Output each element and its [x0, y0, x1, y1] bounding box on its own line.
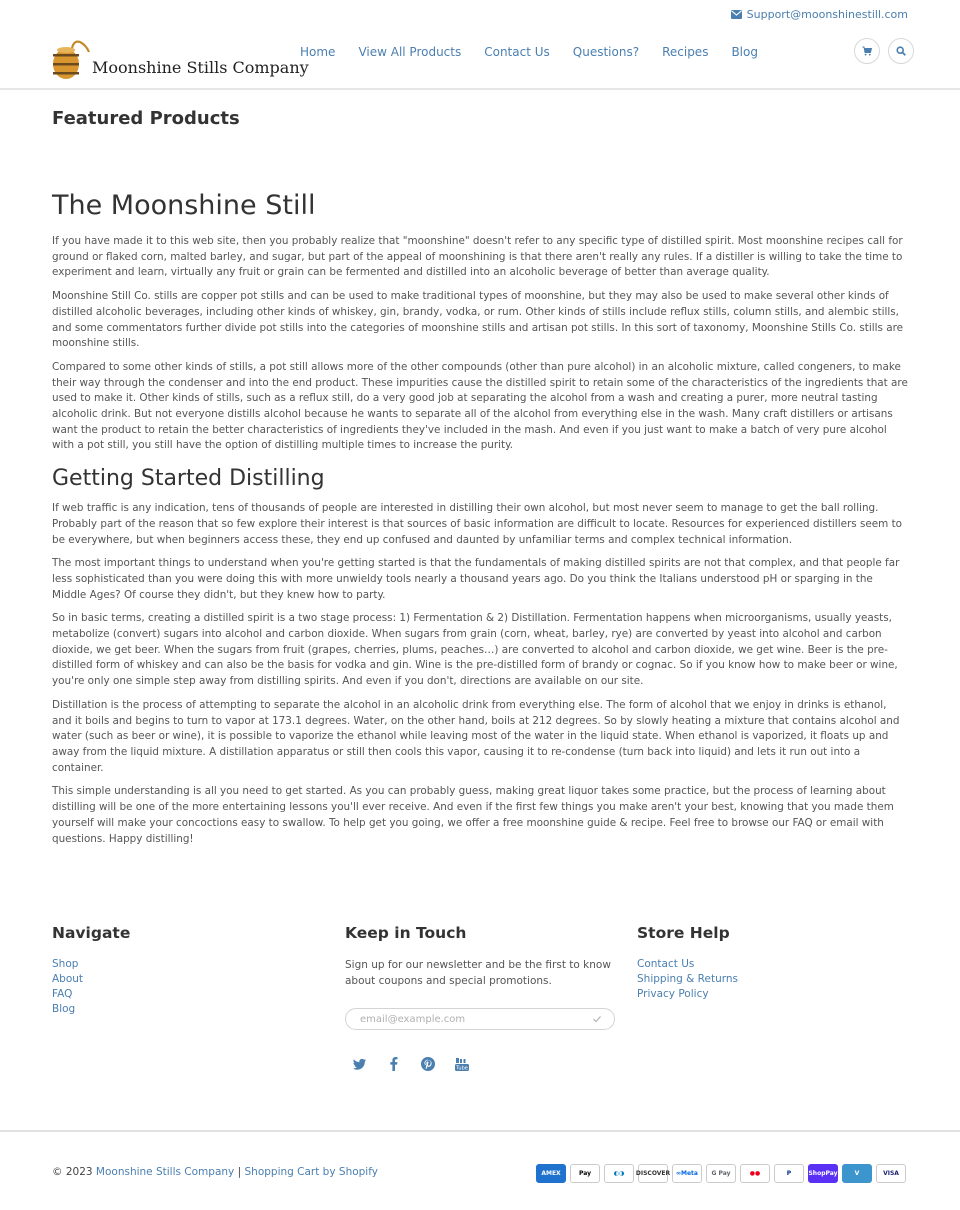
company-link[interactable]: Moonshine Stills Company: [95, 1166, 235, 1178]
meta-pay-payment-icon: ∞Meta: [672, 1164, 702, 1183]
paragraph: Distillation is the process of attempting to separate the alcohol in an alcoholic drink from everything else. The form of alcohol that we enjoy in drinks is ethanol, and it boils and begins to turn to vapor at 173.1 degrees. Water, on the other hand, boils at 212 degrees. So by slowly heating a mixture that contains alcohol and water (such as beer or wine), it is possible to vaporize the ethanol while leaving most of the water in the liquid state. When ethanol is vaporized, it floats up and away from the liquid mixture. A distillation apparatus or still then cools this vapor, causing it to re-condense (turn back into liquid) and lets it run out into a container.: [52, 698, 900, 774]
paragraph: This simple understanding is all you need to get started. As you can probably guess, making great liquor takes some practice, but the process of learning about distilling will be one of the more entertaining lessons you'll ever receive. And even if the first few things you make aren't your best, knowing that you made them yourself will make your concoctions easy to swallow. To help get you going, we offer a free moonshine guide & recipe. Feel free to browse our FAQ or email with questions. Happy distilling!: [52, 785, 894, 845]
shop-pay-payment-icon: ShopPay: [808, 1164, 838, 1183]
newsletter-email-input[interactable]: [360, 1012, 580, 1026]
paragraph: Moonshine Still Co. stills are copper pot stills and can be used to make traditional types of moonshine, but they may also be used to make several other kinds of distilled alcoholic beverages, including other kinds of whiskey, gin, brandy, vodka, or rum. Other kinds of stills include reflux stills, column stills, and alembic stills, and some commentators further divide pot stills into the categories of moonshine stills and artisan pot stills. In this sort of taxonomy, Moonshine Stills Co. stills are moonshine stills.: [52, 290, 904, 350]
copyright: [52, 1166, 378, 1178]
nav-questions[interactable]: Questions?: [572, 45, 640, 59]
search-icon: [896, 46, 906, 56]
site-header: [0, 28, 960, 90]
envelope-icon: [731, 10, 742, 19]
copyright-separator: |: [237, 1166, 242, 1178]
newsletter-text: Sign up for our newsletter and be the first to know about coupons and special promotions.: [345, 959, 611, 987]
cart-button[interactable]: [854, 38, 880, 64]
footer-heading: Store Help: [637, 924, 730, 942]
footer-link-shop[interactable]: Shop: [52, 958, 79, 970]
paragraph: So in basic terms, creating a distilled spirit is a two stage process: 1) Fermentation & 2) Distillation. Fermentation happens when microorganisms, usually yeasts, metabolize (convert) sugars into alcohol and carbon dioxide. When sugars from grain (corn, wheat, barley, rye) are converted by yeast into alcohol and carbon dioxide, we get beer. When the sugars from fruit (grapes, cherries, plums, peaches…) are converted to alcohol and carbon dioxide, we get wine. Beer is the pre-distilled form of whiskey and can also be the basis for vodka and gin. Wine is the pre-distilled form of brandy or cognac. So if you know how to make beer or wine, you're only one simple step away from distilling spirits. And even if you don't, directions are available on our site.: [52, 612, 898, 688]
footer-link-blog[interactable]: Blog: [52, 1003, 76, 1015]
paragraph: If you have made it to this web site, then you probably realize that "moonshine" doesn't refer to any specific type of distilled spirit. Most moonshine recipes call for ground or flaked corn, malted barley, and sugar, but part of the appeal of moonshining is that there aren't really any rules. If a distiller is willing to take the time to experiment and learn, virtually any fruit or grain can be fermented and distilled into an alcoholic beverage of better than average quality.: [52, 235, 903, 279]
submit-check-icon[interactable]: [592, 1014, 602, 1024]
footer-link-contact-us[interactable]: Contact Us: [637, 958, 695, 970]
svg-text:Tube: Tube: [456, 1065, 468, 1072]
visa-payment-icon: VISA: [876, 1164, 906, 1183]
copyright-prefix: © 2023: [52, 1166, 93, 1178]
featured-products-title: Featured Products: [52, 108, 240, 129]
section-heading: Getting Started Distilling: [52, 466, 325, 492]
twitter-icon[interactable]: [353, 1056, 367, 1070]
nav-blog[interactable]: Blog: [731, 45, 758, 59]
footer-navigate: [52, 924, 130, 1017]
paragraph: The most important things to understand when you're getting started is that the fundamentals of making distilled spirits are not that complex, and that people far less sophisticated than you were doing this with more unwieldy tools nearly a thousand years ago. Do you think the Italians understood pH or sparging in the Middle Ages? Of course they didn't, but they knew how to party.: [52, 557, 900, 601]
article-body: [52, 234, 908, 855]
footer-link-shipping-returns[interactable]: Shipping & Returns: [637, 973, 738, 985]
footer-link-faq[interactable]: FAQ: [52, 988, 73, 1000]
discover-payment-icon: DISCOVER: [638, 1164, 668, 1183]
nav-home[interactable]: Home: [300, 45, 336, 59]
footer-link-about[interactable]: About: [52, 973, 84, 985]
apple-pay-payment-icon: Pay: [570, 1164, 600, 1183]
payment-icons: [536, 1164, 906, 1183]
main-content: [52, 108, 908, 845]
nav-recipes[interactable]: Recipes: [662, 45, 709, 59]
search-button[interactable]: [888, 38, 914, 64]
nav-view-all-products[interactable]: View All Products: [358, 45, 462, 59]
mastercard-payment-icon: ●●: [740, 1164, 770, 1183]
social-links: [345, 1056, 615, 1070]
site-logo[interactable]: [52, 40, 309, 80]
logo-text: Moonshine Stills Company: [92, 58, 309, 77]
cart-icon: [862, 46, 872, 56]
venmo-payment-icon: V: [842, 1164, 872, 1183]
pinterest-icon[interactable]: [421, 1056, 435, 1070]
paragraph: Compared to some other kinds of stills, a pot still allows more of the other compounds (other than pure alcohol) in an alcoholic mixture, called congeners, to make their way through the condenser and into the end product. These impurities cause the distilled spirit to retain some of the characteristics of the ingredients that are used to make it. Other kinds of stills, such as a reflux still, do a very good job at separating the alcohol from a wash and creating a purer, more neutral tasting alcoholic drink. But not everyone distills alcohol because he wants to separate all of the alcohol from everything else in the wash. Many craft distillers or artisans want the product to retain the better characteristics of ingredients they've included in the mash. And even if you just want to make a batch of very pure alcohol with a pot still, you still have the option of distilling multiple times to increase the purity.: [52, 360, 908, 452]
footer-divider: [0, 1130, 960, 1132]
footer-heading: Navigate: [52, 924, 131, 942]
american-express-payment-icon: AMEX: [536, 1164, 566, 1183]
google-pay-payment-icon: G Pay: [706, 1164, 736, 1183]
support-email-text[interactable]: Support@moonshinestill.com: [746, 8, 908, 21]
diners-club-payment-icon: ◐◑: [604, 1164, 634, 1183]
newsletter-form: [345, 1008, 615, 1030]
paypal-payment-icon: P: [774, 1164, 804, 1183]
footer-link-privacy-policy[interactable]: Privacy Policy: [637, 988, 709, 1000]
footer-keep-in-touch: [345, 924, 615, 1070]
main-nav: [300, 45, 758, 59]
barrel-still-logo-icon: [52, 40, 90, 80]
youtube-icon[interactable]: [455, 1056, 469, 1070]
nav-contact-us[interactable]: Contact Us: [484, 45, 550, 59]
footer-store-help: [637, 924, 738, 1002]
footer-heading: Keep in Touch: [345, 924, 467, 942]
shopify-link[interactable]: Shopping Cart by Shopify: [244, 1166, 378, 1178]
page-title: The Moonshine Still: [52, 190, 316, 221]
facebook-icon[interactable]: [387, 1056, 401, 1070]
paragraph: If web traffic is any indication, tens of thousands of people are interested in distilling their own alcohol, but most never seem to manage to get the ball rolling. Probably part of the reason that so few explore their interest is that sources of basic information are difficult to locate. Resources for experienced distillers seem to be everywhere, but when beginners access these, they end up confused and daunted by unfamiliar terms and complex technical information.: [52, 502, 903, 546]
support-email-link[interactable]: [731, 8, 908, 21]
